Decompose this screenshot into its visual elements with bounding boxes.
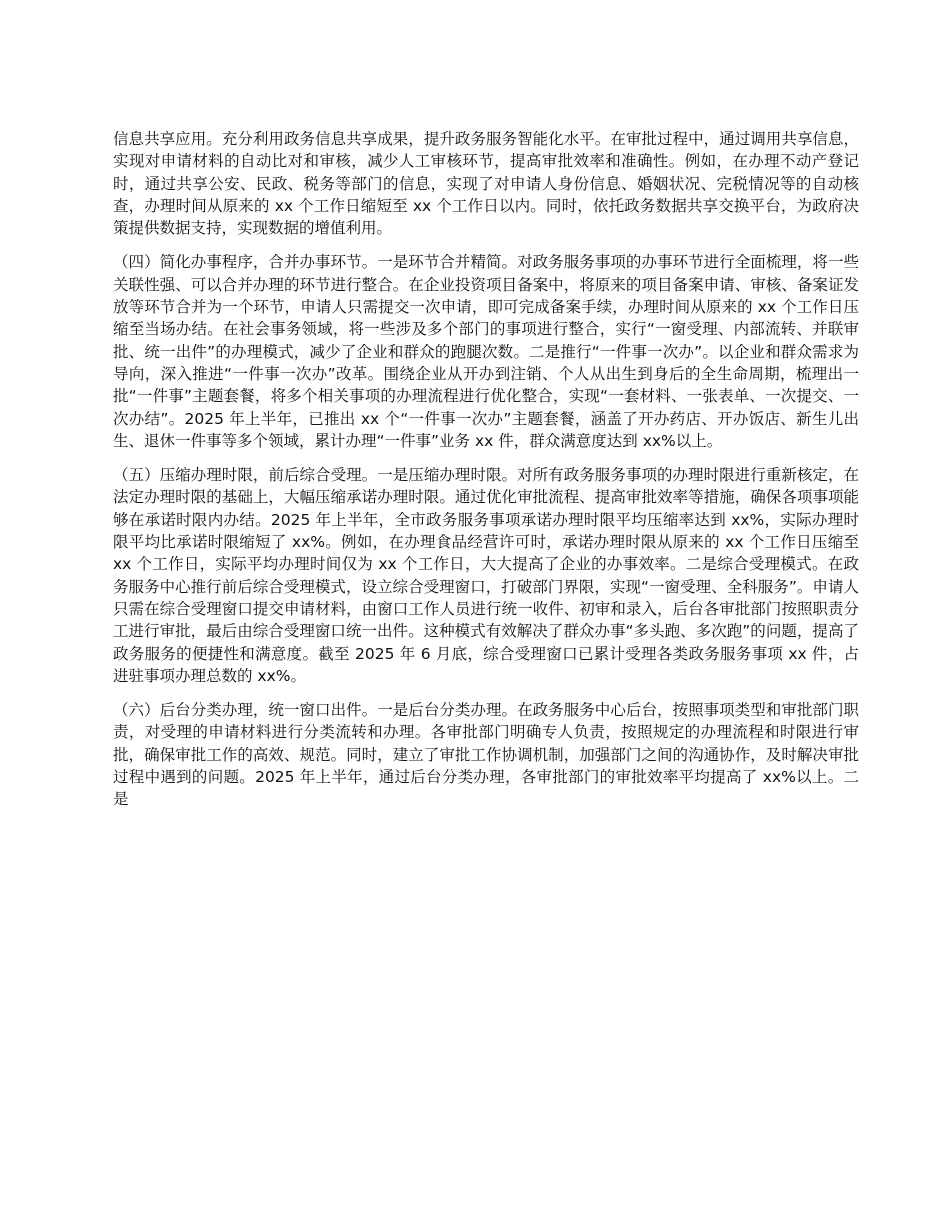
paragraph-simplify-procedures: （四）简化办事程序，合并办事环节。一是环节合并精简。对政务服务事项的办事环节进行全面梳理，将一些关联性强、可以合并办理的环节进行整合。在企业投资项目备案中，将原来的项目备案申请、审核、备案证发放等环节合并为一个环节，申请人只需提交一次申请，即可完成备案手续，办理时间从原来的 xx 个工作日压缩至当场办结。在社会事务领域，将一些涉及多个部门的事项进行整合，实行“一窗受理、内部流转、并联审批、统一出件”的办理模式，减少了企业和群众的跑腿次数。二是推行“一件事一次办”。以企业和群众需求为导向，深入推进“一件事一次办”改革。围绕企业从开办到注销、个人从出生到身后的全生命周期，梳理出一批“一件事”主题套餐，将多个相关事项的办理流程进行优化整合，实现“一套材料、一张表单、一次提交、一次办结”。2025 年上半年，已推出 xx 个“一件事一次办”主题套餐，涵盖了开办药店、开办饭店、新生儿出生、退休一件事等多个领域，累计办理“一件事”业务 xx 件，群众满意度达到 xx%以上。 bbox=[113, 253, 859, 450]
paragraph-compress-time-limits: （五）压缩办理时限，前后综合受理。一是压缩办理时限。对所有政务服务事项的办理时限进行重新核定，在法定办理时限的基础上，大幅压缩承诺办理时限。通过优化审批流程、提高审批效率等措施，确保各项事项能够在承诺时限内办结。2025 年上半年，全市政务服务事项承诺办理时限平均压缩率达到 xx%，实际办理时限平均比承诺时限缩短了 xx%。例如，在办理食品经营许可时，承诺办理时限从原来的 xx 个工作日压缩至 xx 个工作日，实际平均办理时间仅为 xx 个工作日，大大提高了企业的办事效率。二是综合受理模式。在政务服务中心推行前后综合受理模式，设立综合受理窗口，打破部门界限，实现“一窗受理、全科服务”。申请人只需在综合受理窗口提交申请材料，由窗口工作人员进行统一收件、初审和录入，后台各审批部门按照职责分工进行审批，最后由综合受理窗口统一出件。这种模式有效解决了群众办事“多头跑、多次跑”的问题，提高了政务服务的便捷性和满意度。截至 2025 年 6 月底，综合受理窗口已累计受理各类政务服务事项 xx 件，占进驻事项办理总数的 xx%。 bbox=[113, 466, 859, 685]
paragraph-info-sharing: 信息共享应用。充分利用政务信息共享成果，提升政务服务智能化水平。在审批过程中，通过调用共享信息，实现对申请材料的自动比对和审核，减少人工审核环节，提高审批效率和准确性。例如，在办理不动产登记时，通过共享公安、民政、税务等部门的信息，实现了对申请人身份信息、婚姻状况、完税情况等的自动核查，办理时间从原来的 xx 个工作日缩短至 xx 个工作日以内。同时，依托政务数据共享交换平台，为政府决策提供数据支持，实现数据的增值利用。 bbox=[113, 130, 859, 238]
paragraph-backend-classification: （六）后台分类办理，统一窗口出件。一是后台分类办理。在政务服务中心后台，按照事项类型和审批部门职责，对受理的申请材料进行分类流转和办理。各审批部门明确专人负责，按照规定的办理流程和时限进行审批，确保审批工作的高效、规范。同时，建立了审批工作协调机制，加强部门之间的沟通协作，及时解决审批过程中遇到的问题。2025 年上半年，通过后台分类办理，各审批部门的审批效率平均提高了 xx%以上。二是 bbox=[113, 701, 859, 809]
document-body bbox=[113, 128, 859, 823]
